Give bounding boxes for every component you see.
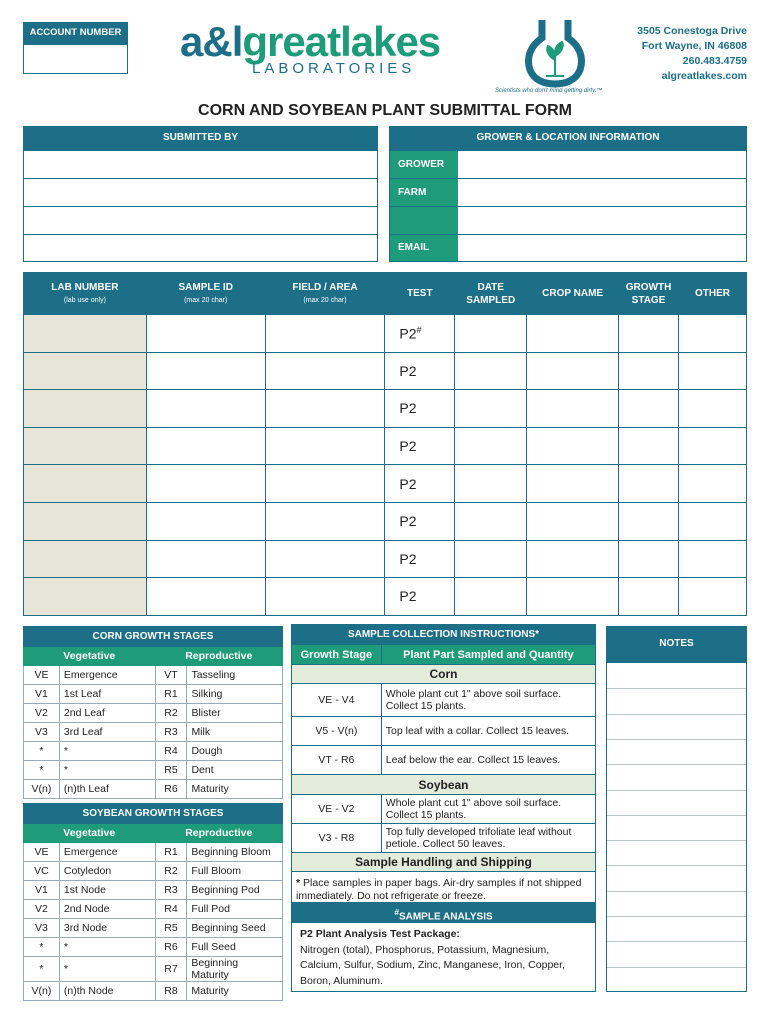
veg-desc: (n)th Leaf bbox=[59, 780, 155, 799]
test-value: P2 bbox=[399, 588, 417, 605]
rep-desc: Beginning Bloom bbox=[187, 843, 283, 862]
handling-section-label: Sample Handling and Shipping bbox=[292, 853, 596, 872]
submitted-by-line[interactable] bbox=[24, 207, 377, 235]
col-other: OTHER bbox=[679, 273, 747, 315]
grower-info-box bbox=[389, 150, 747, 262]
crop-name-cell[interactable] bbox=[527, 578, 619, 616]
sample-analysis-body bbox=[291, 922, 596, 992]
field-area-cell[interactable] bbox=[265, 390, 385, 428]
date-sampled-cell[interactable] bbox=[455, 352, 527, 390]
instructions-title: SAMPLE COLLECTION INSTRUCTIONS* bbox=[292, 625, 596, 645]
rep-code: R6 bbox=[155, 938, 187, 957]
veg-desc: Cotyledon bbox=[59, 862, 155, 881]
submitted-by-header: SUBMITTED BY bbox=[23, 126, 378, 150]
soybean-section-label: Soybean bbox=[292, 775, 596, 795]
stage-row bbox=[24, 742, 283, 761]
rep-code: R2 bbox=[155, 704, 187, 723]
rep-code: VT bbox=[155, 666, 187, 685]
veg-desc: * bbox=[59, 742, 155, 761]
col-sublabel: (max 20 char) bbox=[184, 296, 228, 304]
test-value: P2 bbox=[399, 438, 417, 455]
sample-row bbox=[24, 390, 747, 428]
sample-table-header bbox=[24, 273, 747, 315]
test-cell[interactable] bbox=[385, 390, 455, 428]
soybean-growth-stages-table bbox=[23, 803, 283, 1001]
growth-stage-cell[interactable] bbox=[619, 427, 679, 465]
veg-code: * bbox=[24, 761, 60, 780]
growth-stage-cell[interactable] bbox=[619, 540, 679, 578]
date-sampled-cell[interactable] bbox=[455, 540, 527, 578]
test-cell[interactable] bbox=[385, 465, 455, 503]
field-area-cell[interactable] bbox=[265, 502, 385, 540]
notes-header: NOTES bbox=[606, 626, 747, 662]
date-sampled-cell[interactable] bbox=[455, 578, 527, 616]
corn-stages-title: CORN GROWTH STAGES bbox=[24, 627, 283, 647]
veg-code: V2 bbox=[24, 704, 60, 723]
veg-code: V1 bbox=[24, 685, 60, 704]
crop-name-cell[interactable] bbox=[527, 465, 619, 503]
date-sampled-cell[interactable] bbox=[455, 502, 527, 540]
col-sublabel: (lab use only) bbox=[63, 296, 106, 304]
lab-number-cell bbox=[24, 540, 147, 578]
crop-name-cell[interactable] bbox=[527, 352, 619, 390]
corn-reproductive-header: Reproductive bbox=[155, 647, 282, 666]
p2-package-label: P2 Plant Analysis Test Package: bbox=[300, 928, 460, 940]
instruction-stage: VT - R6 bbox=[292, 746, 382, 775]
col-label: SAMPLE ID bbox=[178, 281, 233, 293]
grower-field[interactable] bbox=[458, 151, 746, 178]
veg-desc: 3rd Leaf bbox=[59, 723, 155, 742]
growth-stage-cell[interactable] bbox=[619, 502, 679, 540]
sample-id-cell[interactable] bbox=[146, 352, 265, 390]
stage-row bbox=[24, 957, 283, 982]
rep-code: R1 bbox=[155, 843, 187, 862]
rep-code: R3 bbox=[155, 723, 187, 742]
field-area-cell[interactable] bbox=[265, 540, 385, 578]
lab-number-cell bbox=[24, 427, 147, 465]
notes-line bbox=[607, 941, 746, 942]
logo-text-b: greatlakes bbox=[242, 18, 441, 65]
account-number-label: ACCOUNT NUMBER bbox=[23, 22, 128, 44]
veg-code: VC bbox=[24, 862, 60, 881]
form-title: CORN AND SOYBEAN PLANT SUBMITTAL FORM bbox=[198, 102, 572, 119]
lab-number-cell bbox=[24, 502, 147, 540]
col-field-area bbox=[265, 273, 385, 315]
company-address bbox=[637, 24, 747, 84]
instruction-stage: VE - V4 bbox=[292, 684, 382, 717]
sample-id-cell[interactable] bbox=[146, 315, 265, 353]
crop-name-cell[interactable] bbox=[527, 427, 619, 465]
veg-code: * bbox=[24, 742, 60, 761]
other-cell[interactable] bbox=[679, 578, 747, 616]
rep-code: R6 bbox=[155, 780, 187, 799]
veg-code: V(n) bbox=[24, 780, 60, 799]
address-phone: 260.483.4759 bbox=[682, 55, 747, 67]
other-cell[interactable] bbox=[679, 427, 747, 465]
company-logo bbox=[180, 18, 440, 66]
rep-code: R1 bbox=[155, 685, 187, 704]
veg-code: VE bbox=[24, 843, 60, 862]
instruction-stage: V5 - V(n) bbox=[292, 717, 382, 746]
crop-name-cell[interactable] bbox=[527, 315, 619, 353]
col-test: TEST bbox=[385, 273, 455, 315]
notes-line bbox=[607, 688, 746, 689]
rep-desc: Beginning Seed bbox=[187, 919, 283, 938]
field-area-cell[interactable] bbox=[265, 465, 385, 503]
test-hash-mark: # bbox=[416, 324, 422, 335]
notes-line bbox=[607, 916, 746, 917]
stage-row bbox=[24, 938, 283, 957]
veg-code: V3 bbox=[24, 723, 60, 742]
notes-line bbox=[607, 891, 746, 892]
rep-desc: Maturity bbox=[187, 780, 283, 799]
account-number-field[interactable] bbox=[23, 44, 128, 74]
veg-desc: Emergence bbox=[59, 843, 155, 862]
instruction-text: Leaf below the ear. Collect 15 leaves. bbox=[381, 746, 595, 775]
tagline: Scientists who don't mind getting dirty.™ bbox=[495, 88, 603, 94]
test-value: P2 bbox=[399, 325, 417, 342]
sample-table bbox=[23, 272, 747, 616]
address-website[interactable]: algreatlakes.com bbox=[661, 70, 747, 82]
rep-code: R5 bbox=[155, 919, 187, 938]
col-sublabel: (max 20 char) bbox=[303, 296, 347, 304]
crop-name-cell[interactable] bbox=[527, 540, 619, 578]
date-sampled-cell[interactable] bbox=[455, 390, 527, 428]
growth-stage-cell[interactable] bbox=[619, 578, 679, 616]
crop-name-cell[interactable] bbox=[527, 502, 619, 540]
veg-desc: (n)th Node bbox=[59, 982, 155, 1001]
test-cell[interactable] bbox=[385, 540, 455, 578]
rep-desc: Blister bbox=[187, 704, 283, 723]
rep-code: R4 bbox=[155, 900, 187, 919]
handling-body: Place samples in paper bags. Air-dry samples if not shipped immediately. Do not refrigerate or freeze. bbox=[296, 876, 582, 902]
rep-code: R8 bbox=[155, 982, 187, 1001]
rep-code: R7 bbox=[155, 957, 187, 982]
field-area-cell[interactable] bbox=[265, 427, 385, 465]
soy-vegetative-header: Vegetative bbox=[24, 824, 156, 843]
email-label: EMAIL bbox=[390, 235, 458, 261]
test-cell[interactable] bbox=[385, 352, 455, 390]
sample-id-cell[interactable] bbox=[146, 390, 265, 428]
veg-code: V(n) bbox=[24, 982, 60, 1001]
rep-desc: Maturity bbox=[187, 982, 283, 1001]
rep-code: R5 bbox=[155, 761, 187, 780]
stage-row bbox=[24, 666, 283, 685]
test-cell[interactable] bbox=[385, 315, 455, 353]
veg-code: V2 bbox=[24, 900, 60, 919]
soy-reproductive-header: Reproductive bbox=[155, 824, 282, 843]
notes-line bbox=[607, 714, 746, 715]
sample-row bbox=[24, 427, 747, 465]
notes-line bbox=[607, 840, 746, 841]
sample-row bbox=[24, 465, 747, 503]
col-label: LAB NUMBER bbox=[51, 281, 119, 293]
growth-stage-cell[interactable] bbox=[619, 315, 679, 353]
address-city: Fort Wayne, IN 46808 bbox=[641, 40, 747, 52]
notes-line bbox=[607, 815, 746, 816]
handling-asterisk: * bbox=[296, 876, 301, 889]
col-label: FIELD / AREA bbox=[292, 281, 358, 293]
test-value: P2 bbox=[399, 513, 417, 530]
col-crop-name: CROP NAME bbox=[527, 273, 619, 315]
sample-analysis-header bbox=[291, 902, 596, 922]
p2-hash-mark: # bbox=[394, 907, 399, 917]
logo-subtitle: LABORATORIES bbox=[252, 60, 416, 77]
sample-row bbox=[24, 502, 747, 540]
test-value: P2 bbox=[399, 362, 417, 379]
submitted-by-box bbox=[23, 150, 378, 262]
stage-row bbox=[24, 685, 283, 704]
p2-package-text: Nitrogen (total), Phosphorus, Potassium, Magnesium, Calcium, Sulfur, Sodium, Zinc, Manganese, Iron, Copper, Boron, Aluminum. bbox=[300, 943, 565, 987]
instruction-text: Top leaf with a collar. Collect 15 leaves. bbox=[381, 717, 595, 746]
test-cell[interactable] bbox=[385, 578, 455, 616]
stage-row bbox=[24, 982, 283, 1001]
date-sampled-cell[interactable] bbox=[455, 427, 527, 465]
corn-growth-stages-table bbox=[23, 626, 283, 799]
veg-desc: * bbox=[59, 938, 155, 957]
notes-line bbox=[607, 967, 746, 968]
grower-label: GROWER bbox=[390, 151, 458, 178]
veg-code: V1 bbox=[24, 881, 60, 900]
veg-code: V3 bbox=[24, 919, 60, 938]
farm-field[interactable] bbox=[458, 179, 746, 206]
flask-icon bbox=[520, 16, 590, 88]
rep-desc: Milk bbox=[187, 723, 283, 742]
field-area-cell[interactable] bbox=[265, 578, 385, 616]
notes-line bbox=[607, 764, 746, 765]
lab-number-cell bbox=[24, 352, 147, 390]
lab-number-cell bbox=[24, 390, 147, 428]
veg-desc: Emergence bbox=[59, 666, 155, 685]
lab-number-cell bbox=[24, 578, 147, 616]
rep-code: R2 bbox=[155, 862, 187, 881]
submitted-by-line[interactable] bbox=[24, 151, 377, 179]
stage-row bbox=[24, 881, 283, 900]
rep-desc: Beginning Pod bbox=[187, 881, 283, 900]
soy-stages-title: SOYBEAN GROWTH STAGES bbox=[24, 804, 283, 824]
address-street: 3505 Conestoga Drive bbox=[637, 25, 747, 37]
other-cell[interactable] bbox=[679, 465, 747, 503]
instruction-stage: V3 - R8 bbox=[292, 824, 382, 853]
test-cell[interactable] bbox=[385, 427, 455, 465]
rep-desc: Beginning Maturity bbox=[187, 957, 283, 982]
growth-stage-cell[interactable] bbox=[619, 352, 679, 390]
stage-row bbox=[24, 862, 283, 881]
col-growth-stage: GROWTH STAGE bbox=[619, 273, 679, 315]
col-sample-id bbox=[146, 273, 265, 315]
col-lab-number bbox=[24, 273, 147, 315]
other-cell[interactable] bbox=[679, 502, 747, 540]
col-date-sampled: DATE SAMPLED bbox=[455, 273, 527, 315]
plant-part-header: Plant Part Sampled and Quantity bbox=[381, 645, 595, 665]
email-field[interactable] bbox=[458, 235, 746, 261]
stage-row bbox=[24, 780, 283, 799]
veg-code: * bbox=[24, 957, 60, 982]
rep-desc: Dough bbox=[187, 742, 283, 761]
logo-text-a: a&l bbox=[180, 18, 243, 65]
sample-collection-instructions bbox=[291, 624, 596, 908]
grower-info-header: GROWER & LOCATION INFORMATION bbox=[389, 126, 747, 150]
test-value: P2 bbox=[399, 475, 417, 492]
date-sampled-cell[interactable] bbox=[455, 315, 527, 353]
rep-desc: Full Seed bbox=[187, 938, 283, 957]
veg-desc: 1st Leaf bbox=[59, 685, 155, 704]
test-value: P2 bbox=[399, 550, 417, 567]
sample-analysis-title: SAMPLE ANALYSIS bbox=[398, 911, 493, 923]
instruction-text: Top fully developed trifoliate leaf without petiole. Collect 50 leaves. bbox=[381, 824, 595, 853]
other-cell[interactable] bbox=[679, 315, 747, 353]
test-cell[interactable] bbox=[385, 502, 455, 540]
veg-desc: 2nd Leaf bbox=[59, 704, 155, 723]
sample-id-cell[interactable] bbox=[146, 427, 265, 465]
location-field[interactable] bbox=[458, 207, 746, 234]
notes-field[interactable] bbox=[606, 662, 747, 992]
other-cell[interactable] bbox=[679, 352, 747, 390]
rep-desc: Silking bbox=[187, 685, 283, 704]
stage-row bbox=[24, 761, 283, 780]
growth-stage-header: Growth Stage bbox=[292, 645, 382, 665]
notes-line bbox=[607, 739, 746, 740]
stage-row bbox=[24, 900, 283, 919]
veg-desc: * bbox=[59, 957, 155, 982]
field-area-cell[interactable] bbox=[265, 352, 385, 390]
sample-row bbox=[24, 352, 747, 390]
sample-row bbox=[24, 540, 747, 578]
instruction-text: Whole plant cut 1" above soil surface. Collect 15 plants. bbox=[381, 795, 595, 824]
corn-vegetative-header: Vegetative bbox=[24, 647, 156, 666]
location-label bbox=[390, 207, 458, 234]
instruction-text: Whole plant cut 1" above soil surface. Collect 15 plants. bbox=[381, 684, 595, 717]
rep-code: R3 bbox=[155, 881, 187, 900]
growth-stage-cell[interactable] bbox=[619, 390, 679, 428]
veg-desc: * bbox=[59, 761, 155, 780]
sample-row bbox=[24, 315, 747, 353]
farm-label: FARM bbox=[390, 179, 458, 206]
stage-row bbox=[24, 919, 283, 938]
notes-line bbox=[607, 865, 746, 866]
stage-row bbox=[24, 704, 283, 723]
rep-desc: Full Bloom bbox=[187, 862, 283, 881]
submitted-by-line[interactable] bbox=[24, 235, 377, 261]
sample-id-cell[interactable] bbox=[146, 578, 265, 616]
sample-id-cell[interactable] bbox=[146, 540, 265, 578]
veg-code: VE bbox=[24, 666, 60, 685]
veg-desc: 3rd Node bbox=[59, 919, 155, 938]
rep-desc: Full Pod bbox=[187, 900, 283, 919]
other-cell[interactable] bbox=[679, 540, 747, 578]
date-sampled-cell[interactable] bbox=[455, 465, 527, 503]
veg-desc: 1st Node bbox=[59, 881, 155, 900]
corn-section-label: Corn bbox=[292, 665, 596, 684]
rep-desc: Dent bbox=[187, 761, 283, 780]
growth-stage-cell[interactable] bbox=[619, 465, 679, 503]
rep-code: R4 bbox=[155, 742, 187, 761]
other-cell[interactable] bbox=[679, 390, 747, 428]
veg-code: * bbox=[24, 938, 60, 957]
test-value: P2 bbox=[399, 400, 417, 417]
stage-row bbox=[24, 723, 283, 742]
rep-desc: Tasseling bbox=[187, 666, 283, 685]
notes-line bbox=[607, 790, 746, 791]
sample-row bbox=[24, 578, 747, 616]
lab-number-cell bbox=[24, 465, 147, 503]
sample-id-cell[interactable] bbox=[146, 465, 265, 503]
submitted-by-line[interactable] bbox=[24, 179, 377, 207]
stage-row bbox=[24, 843, 283, 862]
veg-desc: 2nd Node bbox=[59, 900, 155, 919]
crop-name-cell[interactable] bbox=[527, 390, 619, 428]
lab-number-cell bbox=[24, 315, 147, 353]
field-area-cell[interactable] bbox=[265, 315, 385, 353]
sample-id-cell[interactable] bbox=[146, 502, 265, 540]
instruction-stage: VE - V2 bbox=[292, 795, 382, 824]
